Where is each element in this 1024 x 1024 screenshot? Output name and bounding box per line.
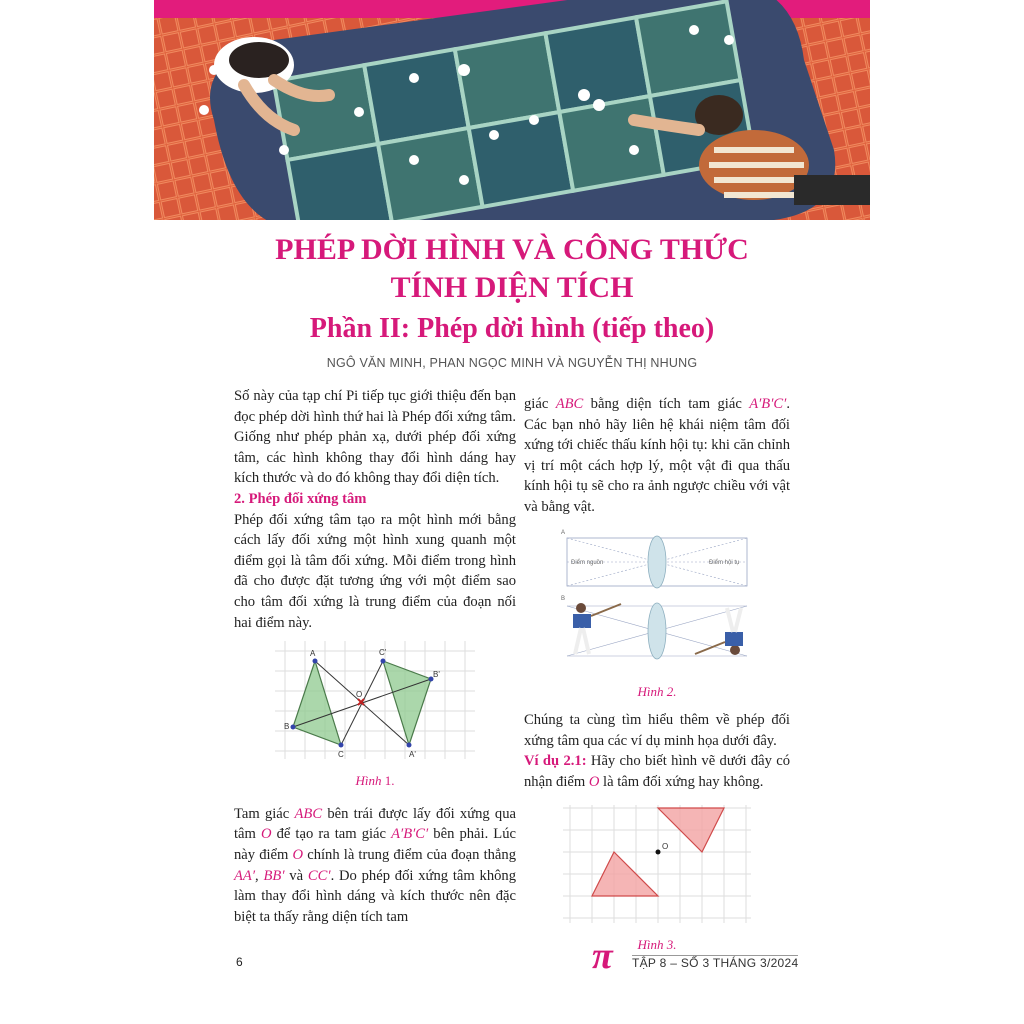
lens-paragraph: [524, 394, 790, 518]
example-paragraph: [524, 751, 790, 792]
figure-1-caption-num: 1.: [381, 773, 395, 789]
hero-illustration-svg: [154, 0, 870, 220]
examples-intro-paragraph: Chúng ta cùng tìm hiểu thêm về phép đối xứng tâm qua các ví dụ minh họa dưới đây.: [524, 712, 790, 749]
text-span: chính là trung điểm của đoạn thẳng: [303, 846, 516, 863]
player-left: [573, 603, 621, 654]
text-span: bên phải. Lúc này điểm: [234, 826, 516, 863]
text-span: Tam giác: [234, 805, 295, 822]
math-a2b2c2: A′B′C′: [391, 826, 429, 843]
text-span: và: [284, 867, 308, 884]
figure-3-diagram: [563, 805, 751, 923]
fig2-focus-label: Điểm hội tụ: [709, 559, 740, 566]
text-span: giác: [524, 396, 556, 412]
fig1-label-c: C: [338, 750, 344, 760]
figure-1-caption-word: Hình: [355, 773, 382, 789]
right-column: [524, 394, 790, 955]
text-span: Hãy cho biết hình vẽ dưới đây có nhận điểm: [524, 753, 791, 790]
fig2-source-label: Điểm nguồn: [571, 559, 604, 566]
figure-1-caption: [234, 771, 516, 792]
fig1-label-b2: B': [433, 670, 440, 680]
triangle-abc: [293, 661, 341, 745]
text-span: để tạo ra tam giác: [271, 826, 392, 843]
fig1-label-a: A: [310, 649, 316, 659]
article-title-line1: PHÉP DỜI HÌNH VÀ CÔNG THỨC: [275, 233, 749, 266]
figure-2-lens-diagram: [559, 528, 755, 668]
triangle-explanation-paragraph: [234, 804, 516, 928]
fig1-label-b: B: [284, 722, 290, 732]
fig1-label-o: O: [356, 690, 363, 700]
math-aa2: AA′: [234, 867, 256, 884]
text-span: là tâm đối xứng hay không.: [599, 773, 764, 790]
math-abc: ABC: [294, 805, 323, 822]
fig1-label-a2: A': [409, 750, 416, 760]
intro-paragraph: Số này của tạp chí Pi tiếp tục giới thiệu đến bạn đọc phép dời hình thứ hai là Phép đối xứng tâm. Giống như phép phản xạ, dưới phép đối xứng tâm, các hình không thay đổi hình dáng hay kích thước và do đó không thay đổi diện tích.: [234, 388, 516, 487]
math-o: O: [292, 846, 304, 863]
fig2-label-b: B: [561, 595, 566, 602]
math-o: O: [588, 773, 600, 790]
fig2-label-a: A: [561, 529, 566, 536]
math-a2b2c2: A′B′C′: [749, 396, 787, 412]
point-o: [656, 849, 661, 854]
text-span: ,: [255, 867, 264, 884]
article-authors: NGÔ VĂN MINH, PHAN NGỌC MINH VÀ NGUYỄN THỊ NHUNG: [326, 356, 698, 370]
fig1-label-c2: C': [379, 648, 387, 658]
math-o: O: [260, 826, 272, 843]
example-label: Ví dụ 2.1:: [524, 753, 587, 770]
magazine-page: [154, 0, 870, 1024]
triangle-a2b2c2: [383, 661, 431, 745]
math-bb2: BB′: [263, 867, 285, 884]
figure-1-diagram: [275, 641, 475, 759]
section-heading: 2. Phép đối xứng tâm: [234, 490, 367, 507]
page-number: 6: [236, 955, 243, 969]
section-paragraph: Phép đối xứng tâm tạo ra một hình mới bằng cách lấy đối xứng một hình xung quanh một điểm gọi là tâm đối xứng. Mỗi điểm trong hình đã cho được đặt tương ứng với một điểm sao cho tâm đối xứng là trung điểm của đoạn nối hai điểm này.: [234, 511, 516, 631]
fig3-label-o: O: [662, 841, 669, 851]
text-span: bằng diện tích tam giác: [583, 396, 750, 412]
lens-shape-bottom: [648, 603, 666, 659]
article-subtitle: Phần II: Phép dời hình (tiếp theo): [309, 313, 715, 344]
math-cc2: CC′: [307, 867, 331, 884]
text-span: . Do phép đối xứng tâm không làm thay đổi hình dáng và kích thước nên đặc biệt ta thấy rằng diện tích tam: [234, 867, 517, 925]
figure-2-caption: Hình 2.: [637, 683, 677, 699]
text-span: bên trái được lấy đối xứng qua tâm: [234, 805, 517, 843]
article-title-line2: TÍNH DIỆN TÍCH: [390, 271, 634, 304]
lens-shape-top: [648, 536, 666, 588]
text-span: . Các bạn nhỏ hãy liên hệ khái niệm tâm đối xứng tới chiếc thấu kính hội tụ: khi căn chỉnh vị trí một cách hợp lý, một vật đi qua thấu kính hội tụ sẽ cho ra ảnh ngược chiều với vật và bằng vật.: [524, 396, 790, 515]
figure-3-caption: Hình 3.: [637, 936, 677, 952]
issue-info: TẬP 8 – SỐ 3 THÁNG 3/2024: [632, 956, 799, 970]
hero-illustration: [154, 0, 870, 220]
pi-logo-icon: π: [592, 935, 613, 977]
left-column: [234, 386, 516, 927]
math-abc: ABC: [555, 396, 584, 412]
